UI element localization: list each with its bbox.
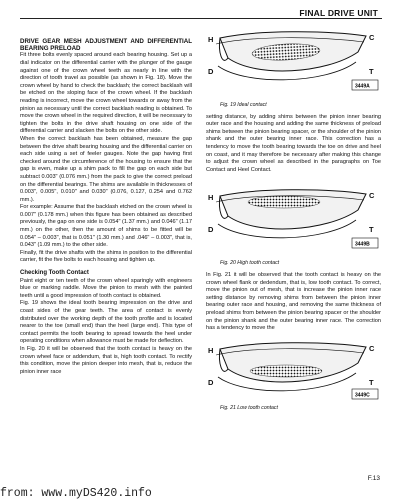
right-column	[206, 22, 381, 416]
tooth-diagram	[206, 22, 381, 100]
figure-high-contact	[206, 180, 381, 258]
paragraph: setting distance, by adding shims between the pinion inner bearing outer race and the housing and adding the same thickness of preload shims between the pinion bearing spacer, or the shoulder of the pinion shank and the outer bearing inner race. This correction has a tendency to move the tooth bearing towards the toe on drive and heel on coast, and it may therefore be necessary after making this change to adjust the crown wheel as described in the paragraphs on Toe Contact and Heel Contact.	[206, 113, 381, 173]
paragraph: Fig. 19 shows the ideal tooth bearing impression on the drive and coast sides of the gear teeth. The area of contact is evenly distributed over the working depth of the tooth profile and is located nearer to the toe (small end) than the heel (large end). This type of contact permits the tooth bearing to spread towards the heel under operating conditions when allowance must be made for deflection.	[20, 300, 192, 345]
paragraph: For example: Assume that the backlash etched on the crown wheel is 0.007" (0.178 mm.) when this figure has been obtained as described previously, the gap on one side is 0.054" (1.37 mm.) and 0.046" (1.17 mm.) on the other, then the amount of shims to be fitted will be 0.054" – 0.003", that is 0.051" (1.30 mm.) and .046" – 0.003", that is, 0.043" (1.09 mm.) to the other side.	[20, 204, 192, 249]
coast-label: C	[369, 33, 375, 42]
toe-label: T	[369, 225, 374, 235]
figure-code: 3449C	[355, 392, 370, 399]
coast-label: C	[369, 191, 375, 201]
heel-label: H	[208, 35, 214, 44]
watermark: from: www.myDS420.info	[0, 487, 152, 500]
tooth-diagram	[206, 180, 381, 258]
paragraph: When the correct backlash has been obtained, measure the gap between the drive shaft bearing housing and the differential carrier on each side using a set of feeler gauges. Note the gap having first checked around the circumference of the housing to ensure that the gap is even, make up a shim pack to fill the gap on each side but subtract 0.003" (0.076 mm.) from the pack to give the correct preload on the differential bearings. The shims are available in thicknesses of 0.003", 0.005", 0.010" and 0.030" (0.076, 0.127, 0.254 and 0.762 mm.).	[20, 135, 192, 203]
drive-label: D	[208, 67, 214, 76]
left-column	[20, 38, 192, 376]
heel-label: H	[208, 193, 214, 203]
figure-code: 3449A	[355, 83, 370, 90]
figure-code: 3449B	[355, 241, 370, 248]
subheading: Checking Tooth Contact	[20, 270, 89, 277]
header-rule	[20, 18, 382, 19]
figure-caption: Fig. 19 Ideal contact	[220, 102, 267, 108]
toe-label: T	[369, 67, 374, 76]
tooth-diagram	[206, 339, 381, 403]
figure-caption: Fig. 21 Low tooth contact	[220, 404, 278, 411]
heel-label: H	[208, 345, 214, 355]
paragraph: Fit three bolts evenly spaced around each bearing housing. Set up a dial indicator on the differential carrier with the plunger of the gauge against one of the crown wheel teeth as nearly in line with the direction of tooth travel as possible (as shown in Fig. 18). Move the crown wheel by hand to check the backlash; the correct backlash will be etched on the sloping face of the crown wheel. If the backlash reading is incorrect, move the crown wheel towards or away from the pinion as necessary until the correct backlash reading is obtained. To move the crown wheel in the required direction, it will be necessary to tighten the bolts in the drive shaft housing on one side of the differential carrier and slacken the bolts on the other side.	[20, 52, 192, 135]
page-number: F.13	[367, 475, 380, 482]
figure-ideal-contact	[206, 22, 381, 100]
section-heading: DRIVE GEAR MESH ADJUSTMENT AND DIFFERENTIAL BEARING PRELOAD	[20, 38, 192, 53]
paragraph: Finally, fit the drive shafts with the shims in position to the differential carrier, fit the five bolts to each housing and tighten up.	[20, 249, 192, 264]
paragraph: In Fig. 20 it will be observed that the tooth contact is heavy on the crown wheel face or addendum, that is, high tooth contact. To rectify this condition, move the pinion deeper into mesh, that is, reduce the pinion inner race	[20, 345, 192, 375]
section-title: FINAL DRIVE UNIT	[299, 8, 378, 18]
coast-label: C	[369, 343, 375, 353]
figure-caption: Fig. 20 High tooth contact	[220, 260, 280, 267]
drive-label: D	[208, 377, 214, 387]
drive-label: D	[208, 225, 214, 235]
figure-low-contact	[206, 339, 381, 403]
paragraph: Paint eight or ten teeth of the crown wheel sparingly with engineers blue or marking raddle. Move the pinion to mesh with the painted teeth until a good impression of tooth contact is obtained.	[20, 277, 192, 299]
toe-label: T	[369, 377, 374, 387]
paragraph: In Fig. 21 it will be observed that the tooth contact is heavy on the crown wheel flank or dedendum, that is, low tooth contact. To correct, move the pinion out of mesh, that is increase the pinion inner race setting distance by removing shims from between the pinion inner bearing outer race and housing, and removing the same thickness of preload shims from between the pinion bearing spacer or the shoulder on the pinion shank and the outer bearing inner race. The correction has a tendency to move the	[206, 271, 381, 332]
